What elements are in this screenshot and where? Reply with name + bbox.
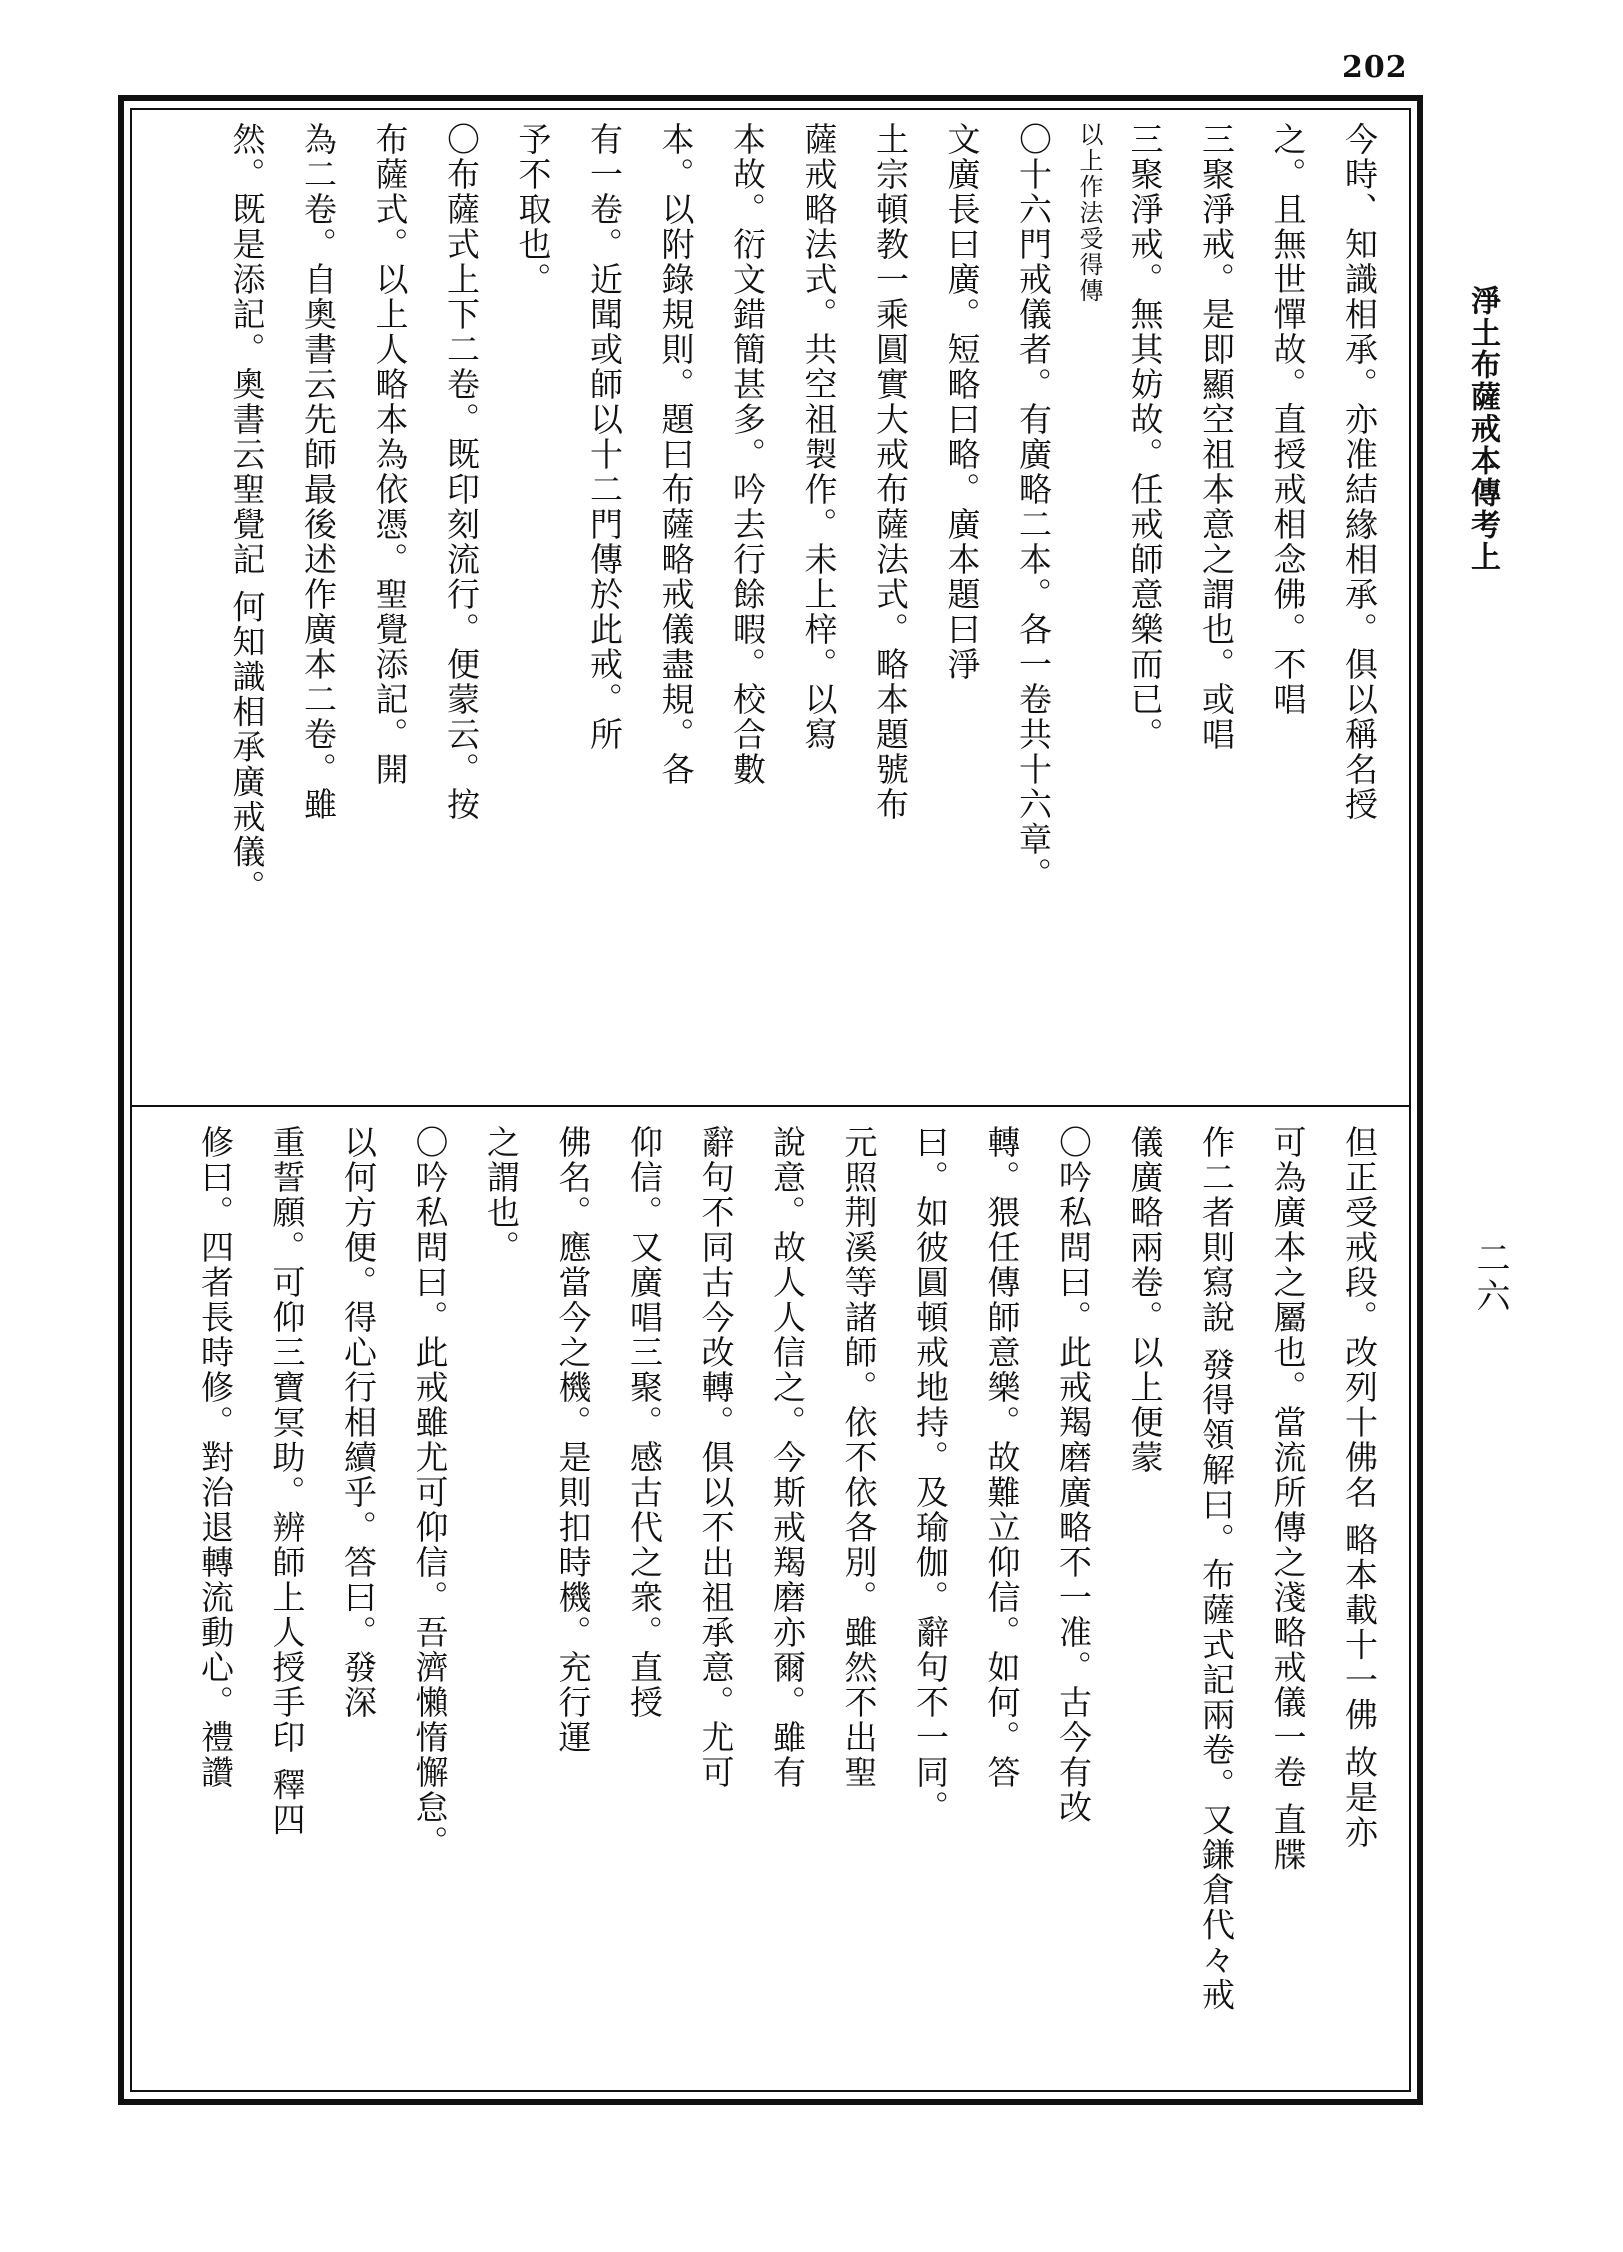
text-column: 薩戒略法式。共空祖製作。未上梓。以寫 (799, 122, 839, 752)
text-column: 曰。如彼圓頓戒地持。及瑜伽。辭句不一同。 (911, 1125, 950, 1825)
text-column: 文廣長曰廣。短略曰略。廣本題曰淨 (942, 122, 982, 682)
page-number: 202 (1342, 50, 1408, 85)
text-column: 重誓願。可仰三寶冥助。辨師上人授手印 釋四 (267, 1125, 307, 1838)
text-column: 布薩式。以上人略本為依憑。聖覺添記。開 (370, 122, 410, 787)
text-column: 說意。故人人信之。今斯戒羯磨亦爾。雖有 (768, 1125, 807, 1790)
text-column: 本故。衍文錯簡甚多。吟去行餘暇。校合數 (728, 122, 767, 787)
lower-text-block (196, 1125, 1395, 2065)
text-column: 〇吟私問曰。此戒雖尤可仰信。吾濟懶惰懈怠。 (410, 1125, 450, 1860)
text-column: 佛名。應當今之機。是則扣時機。充行運 (553, 1125, 593, 1755)
source-note: 以上作法受得傳 (1075, 122, 1103, 304)
text-column: 儀廣略兩卷。以上便蒙 (1125, 1125, 1165, 1475)
text-column: 〇十六門戒儀者。有廣略二本。各一卷共十六章。 (1014, 122, 1053, 892)
text-column: 三聚淨戒。是即顯空祖本意之謂也。或唱 (1197, 122, 1236, 752)
text-column: 以何方便。得心行相續乎。答曰。發深 (339, 1125, 378, 1720)
text-column: 元照荆溪等諸師。依不依各別。雖然不出聖 (839, 1125, 879, 1790)
text-column: 然。既是添記。奧書云聖覺記 何知識相承廣戒儀。 (227, 122, 267, 905)
text-column: 仰信。又廣唱三聚。感古代之衆。直授 (625, 1125, 664, 1720)
text-column: 〇布薩式上下二卷。既印刻流行。便蒙云。按 (442, 122, 481, 822)
text-column: 土宗頓教一乘圓實大戒布薩法式。略本題號布 (871, 122, 910, 822)
upper-text-block (227, 122, 1395, 1072)
text-column: 今時、知識相承。亦准結緣相承。俱以稱名授 (1340, 122, 1379, 822)
text-column: 之。且無世憚故。直授戒相念佛。不唱 (1268, 122, 1308, 717)
text-column: 之謂也。 (482, 1125, 521, 1265)
text-column: 作二者則寫說 發得領解曰。布薩式記兩卷。又鎌倉代々戒 (1197, 1125, 1236, 2013)
text-column: 修曰。四者長時修。對治退轉流動心。禮讚 (196, 1125, 235, 1790)
section-divider (132, 1105, 1409, 1107)
text-column: 可為廣本之屬也。當流所傳之淺略戒儀一卷 直牒 (1268, 1125, 1308, 1873)
text-column: 本。以附錄規則。題曰布薩略戒儀盡規。各 (656, 122, 696, 787)
text-column: 為二卷。自奧書云先師最後述作廣本二卷。雖 (299, 122, 338, 822)
text-column: 三聚淨戒。無其妨故。任戒師意樂而已。 (1125, 122, 1165, 752)
text-column: 辭句不同古今改轉。俱以不出祖承意。尤可 (696, 1125, 736, 1790)
folio-number: 二六 (1470, 1240, 1510, 1316)
running-title: 淨土布薩戒本傳考上 (1465, 285, 1500, 573)
text-column: 但正受戒段。改列十佛名 略本載十一佛 故是亦 (1340, 1125, 1379, 1850)
text-column: 〇吟私問曰。此戒羯磨廣略不一准。古今有改 (1054, 1125, 1093, 1825)
text-column: 有一卷。近聞或師以十二門傳於此戒。所 (585, 122, 624, 752)
text-column: 轉。猥任傳師意樂。故難立仰信。如何。答 (982, 1125, 1022, 1790)
text-column: 予不取也。 (513, 122, 553, 297)
